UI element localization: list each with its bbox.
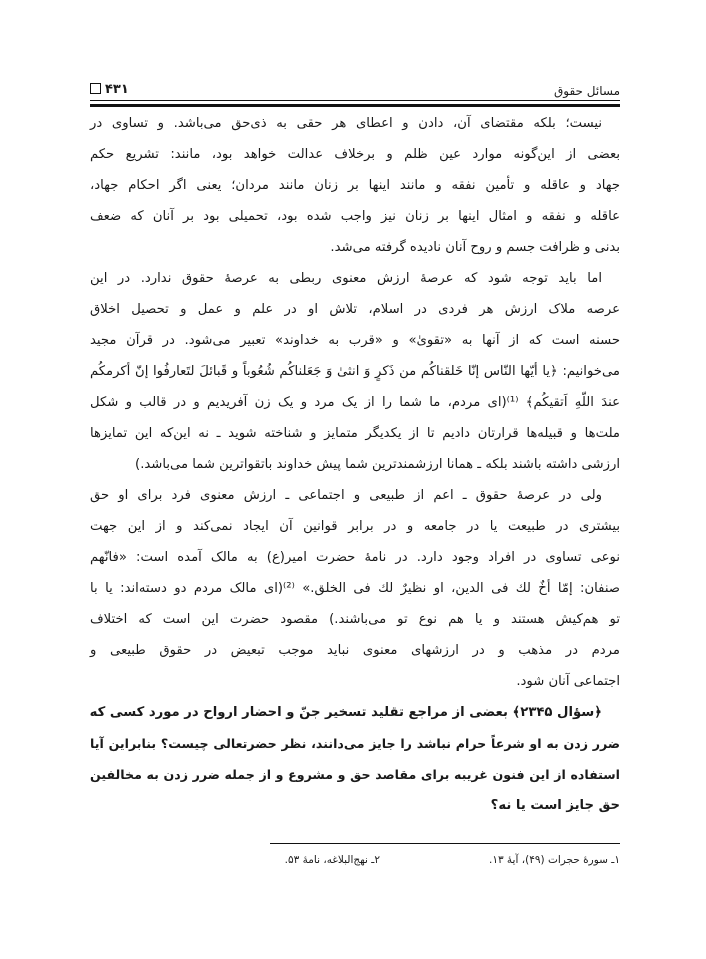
page-body	[90, 108, 620, 821]
text-line: عندَ اللّهِ اَتقیکُم﴾ ⁽¹⁾(ای مردم، ما شما را از یک مرد و یک زن آفریدیم و در قالب و شکل	[90, 395, 620, 410]
text-line: ولی در عرصهٔ حقوق ـ اعم از طبیعی و اجتماعی ـ ارزش معنوی فرد برای او حق	[90, 488, 602, 503]
text-line: ملت‌ها و قبیله‌ها قرارتان دادیم تا از یکدیگر متمایز و شناخته شوید ـ نه این‌که این تمایزها	[90, 426, 620, 441]
page-header	[90, 80, 620, 102]
page-number: ۴۳۱	[90, 82, 129, 97]
square-icon	[90, 83, 101, 94]
text-line: تو هم‌کیش هستند و یا هم نوع تو می‌باشند.) مقصود حضرت این است که اختلاف	[90, 612, 620, 627]
text-line: مردم در مذهب و در ارزشهای معنوی نباید موجب تبعیض در حقوق طبیعی و	[90, 643, 620, 658]
header-rule-thin	[90, 100, 620, 101]
paragraph	[90, 263, 620, 480]
header-rule	[90, 104, 620, 107]
running-title: مسائل حقوق	[553, 84, 620, 98]
footnote-1: ۱ـ سورهٔ حجرات (۴۹)، آیهٔ ۱۳.	[488, 854, 620, 866]
text-line: نیست؛ بلکه مقتضای آن، دادن و اعطای هر حقی به ذی‌حق می‌باشد. و تساوی در	[90, 116, 602, 131]
footnote-2: ۲ـ نهج‌البلاغه، نامهٔ ۵۳.	[284, 854, 380, 866]
text-line: جهاد و عاقله و تأمین نفقه و مانند اینها بر زنان مانند مردان؛ یعنی اگر احکام جهاد،	[90, 178, 620, 193]
text-line: صنفان: إمّا أخٌ لك فی الدین، او نظیرٌ لك فی الخلق.» ⁽²⁾(ای مالک مردم دو دسته‌اند: یا با	[90, 581, 620, 596]
text-line: می‌خوانیم: ﴿یا أیّها النّاس إنّا خَلقناکُم من ذَکرٍ وَ انثیٰ وَ جَعَلناکُم شُعُوباً و قَبائلَ لتَعارفُوا إنّ أکرمکُم	[90, 364, 620, 379]
footnote-rule	[270, 843, 620, 844]
text-line: نوعی تساوی در افراد وجود دارد. در نامهٔ حضرت امیر(ع) به مالک آمده است: «فانّهم	[90, 550, 620, 565]
text-line: بیشتری در طبیعت یا در جامعه و در برابر قوانین آن ایجاد نمی‌کند و از این جهت	[90, 519, 620, 534]
text-line: ضرر زدن به او شرعاً حرام نباشد را جایز می‌دانند، نظر حضرتعالی چیست؟ بنابراین آیا	[90, 736, 620, 751]
paragraph	[90, 480, 620, 697]
text-line: ارزشی داشته باشند بلکه ـ همانا ارزشمندترین شما پیش خداوند باتقواترین شما می‌باشد.)	[135, 457, 620, 472]
text-line: بدنی و ظرافت جسم و روح آنان نادیده گرفته می‌شد.	[330, 240, 620, 255]
question-paragraph	[90, 697, 620, 821]
text-line: ﴿سؤال ۲۳۴۵﴾ بعضی از مراجع تقلید تسخیر جنّ و احضار ارواح در مورد کسی که	[89, 705, 602, 720]
text-line: اما باید توجه شود که عرصهٔ ارزش معنوی ربطی به عرصهٔ حقوق ندارد. در این	[90, 271, 602, 286]
paragraph	[90, 108, 620, 263]
text-line: حسنه است که از آنها به «تقویٰ» و «قرب به خداوند» تعبیر می‌شود. در قرآن مجید	[90, 333, 620, 348]
text-line: عرصه ملاک ارزش هر فردی در اسلام، تلاش او در علم و عمل و تحصیل اخلاق	[90, 302, 620, 317]
text-line: عاقله و نفقه و امثال اینها بر زنان نیز واجب شده بود، تحمیلی بود بر آنان که ضعف	[90, 209, 620, 224]
text-line: اجتماعی آنان شود.	[516, 674, 620, 689]
text-line: استفاده از این فنون غریبه برای مقاصد حق و مشروع و از جمله ضرر زدن به مخالفین	[90, 767, 620, 782]
text-line: حق جایز است یا نه؟	[490, 798, 620, 813]
text-line: بعضی از این‌گونه موارد عین ظلم و برخلاف عدالت خواهد بود، مانند: تشریع حکم	[90, 147, 620, 162]
